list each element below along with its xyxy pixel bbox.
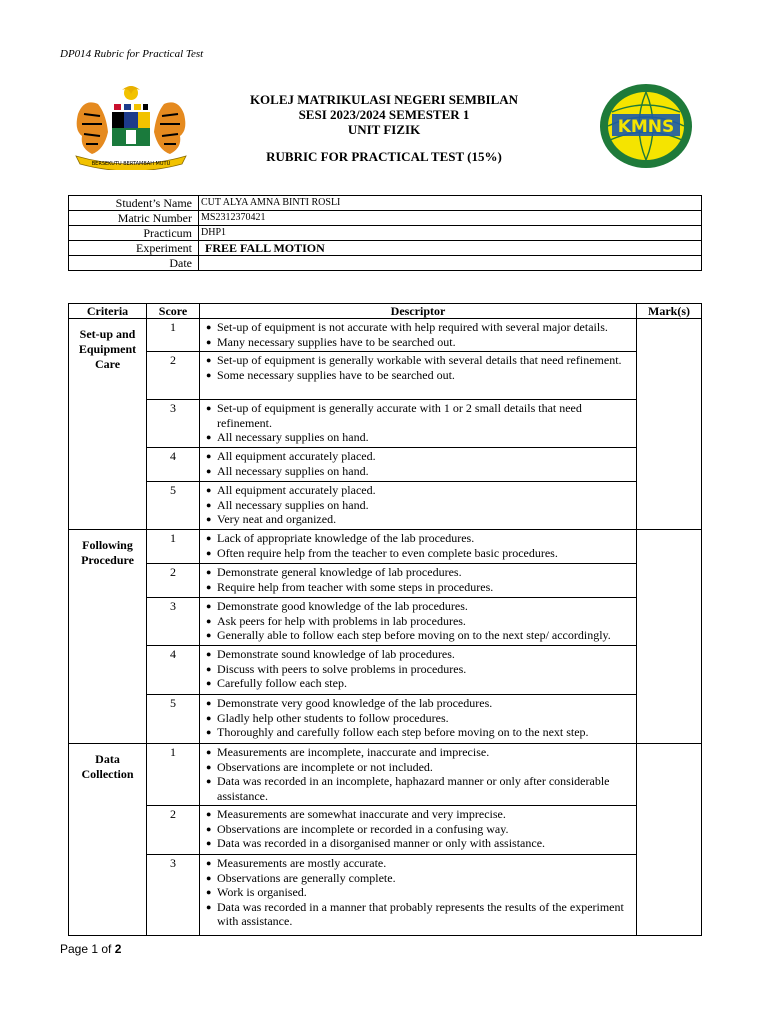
descriptor-item: ● All necessary supplies on hand.: [206, 430, 632, 445]
marks-cell[interactable]: [637, 744, 702, 936]
page-of: of: [98, 942, 115, 956]
criteria-name: Following Procedure: [69, 530, 147, 744]
descriptor-item: ● Set-up of equipment is not accurate with help required with several major details.: [206, 320, 632, 335]
criteria-name: Data Collection: [69, 744, 147, 936]
descriptor-item: ● Data was recorded in an incomplete, haphazard manner or only after considerable assistance.: [206, 774, 632, 803]
college-logo: [598, 82, 694, 170]
rubric-row: [69, 855, 702, 936]
descriptor-cell: [200, 806, 637, 855]
descriptor-item: ● Set-up of equipment is generally workable with several details that need refinement.: [206, 353, 632, 368]
descriptor-item: ● Discuss with peers to solve problems in procedures.: [206, 662, 632, 677]
descriptor-item: ● Gladly help other students to follow procedures.: [206, 711, 632, 726]
descriptor-cell: [200, 598, 637, 646]
descriptor-item: ● Very neat and organized.: [206, 512, 632, 527]
matric-number-value: MS2312370421: [199, 211, 702, 226]
descriptor-item: ● Observations are incomplete or recorded in a confusing way.: [206, 822, 632, 837]
descriptor-item: ● Many necessary supplies have to be searched out.: [206, 335, 632, 350]
rubric-table: [68, 303, 702, 936]
descriptor-item: ● Thoroughly and carefully follow each step before moving on to the next step.: [206, 725, 632, 740]
rubric-row: [69, 448, 702, 482]
college-logo-text: KMNS: [617, 117, 675, 137]
descriptor-item: ● Demonstrate sound knowledge of lab procedures.: [206, 647, 632, 662]
criteria-name: Set-up and Equipment Care: [69, 319, 147, 530]
rubric-row: [69, 482, 702, 530]
rubric-row: [69, 319, 702, 352]
descriptor-cell: [200, 448, 637, 482]
descriptor-item: ● All equipment accurately placed.: [206, 449, 632, 464]
descriptor-item: ● Often require help from the teacher to even complete basic procedures.: [206, 546, 632, 561]
descriptor-cell: [200, 319, 637, 352]
info-row: [69, 211, 702, 226]
marks-cell[interactable]: [637, 319, 702, 530]
college-name: KOLEJ MATRIKULASI NEGERI SEMBILAN: [249, 92, 519, 107]
descriptor-item: ● Generally able to follow each step before moving on to the next step/ accordingly.: [206, 628, 632, 643]
descriptor-cell: [200, 352, 637, 400]
marks-cell[interactable]: [637, 530, 702, 744]
descriptor-item: ● All necessary supplies on hand.: [206, 464, 632, 479]
score-value: 3: [147, 400, 200, 448]
rubric-row: [69, 744, 702, 806]
descriptor-item: ● Ask peers for help with problems in lab procedures.: [206, 614, 632, 629]
descriptor-item: ● All necessary supplies on hand.: [206, 498, 632, 513]
descriptor-cell: [200, 400, 637, 448]
student-info-table: [68, 195, 702, 271]
score-value: 3: [147, 598, 200, 646]
info-row: [69, 226, 702, 241]
header-note: DP014 Rubric for Practical Test: [60, 48, 204, 60]
descriptor-cell: [200, 855, 637, 936]
rubric-row: [69, 564, 702, 598]
score-value: 3: [147, 855, 200, 936]
info-label: Matric Number: [69, 211, 199, 226]
session: SESI 2023/2024 SEMESTER 1: [298, 107, 470, 122]
descriptor-cell: [200, 695, 637, 744]
descriptor-header: Descriptor: [200, 304, 637, 319]
rubric-row: [69, 598, 702, 646]
criteria-header: Criteria: [69, 304, 147, 319]
score-value: 1: [147, 319, 200, 352]
descriptor-cell: [200, 530, 637, 564]
descriptor-cell: [200, 482, 637, 530]
descriptor-item: ● Set-up of equipment is generally accurate with 1 or 2 small details that need refinement.: [206, 401, 632, 430]
student-name-value: CUT ALYA AMNA BINTI ROSLI: [199, 196, 702, 211]
descriptor-item: ● Observations are incomplete or not included.: [206, 760, 632, 775]
score-value: 2: [147, 806, 200, 855]
rubric-row: [69, 530, 702, 564]
rubric-row: [69, 646, 702, 695]
info-label: Student’s Name: [69, 196, 199, 211]
rubric-row: [69, 352, 702, 400]
descriptor-item: ● Measurements are somewhat inaccurate and very imprecise.: [206, 807, 632, 822]
descriptor-item: ● Measurements are incomplete, inaccurate and imprecise.: [206, 745, 632, 760]
descriptor-item: ● Require help from teacher with some steps in procedures.: [206, 580, 632, 595]
info-label: Experiment: [69, 241, 199, 256]
unit: UNIT FIZIK: [347, 122, 421, 137]
descriptor-item: ● Observations are generally complete.: [206, 871, 632, 886]
practicum-value: DHP1: [199, 226, 702, 241]
score-value: 1: [147, 530, 200, 564]
date-value: [199, 256, 702, 271]
descriptor-item: ● Demonstrate good knowledge of the lab procedures.: [206, 599, 632, 614]
page-total: 2: [114, 942, 122, 956]
rubric-title: RUBRIC FOR PRACTICAL TEST (15%): [266, 149, 502, 164]
descriptor-cell: [200, 564, 637, 598]
page-footer: [60, 942, 121, 956]
descriptor-item: ● Work is organised.: [206, 885, 632, 900]
descriptor-item: ● Demonstrate general knowledge of lab procedures.: [206, 565, 632, 580]
score-value: 4: [147, 448, 200, 482]
descriptor-item: ● Demonstrate very good knowledge of the lab procedures.: [206, 696, 632, 711]
descriptor-item: ● Lack of appropriate knowledge of the lab procedures.: [206, 531, 632, 546]
score-value: 5: [147, 695, 200, 744]
score-header: Score: [147, 304, 200, 319]
rubric-body: [69, 319, 702, 936]
score-value: 2: [147, 352, 200, 400]
rubric-row: [69, 695, 702, 744]
score-value: 4: [147, 646, 200, 695]
marks-header: Mark(s): [637, 304, 702, 319]
page-number: 1: [91, 942, 99, 956]
descriptor-item: ● Data was recorded in a manner that probably represents the results of the experiment with assistance.: [206, 900, 632, 929]
descriptor-item: ● Some necessary supplies have to be searched out.: [206, 368, 632, 383]
info-row: [69, 241, 702, 256]
rubric-row: [69, 806, 702, 855]
descriptor-cell: [200, 744, 637, 806]
info-row: [69, 256, 702, 271]
experiment-value: FREE FALL MOTION: [199, 241, 702, 256]
score-value: 5: [147, 482, 200, 530]
score-value: 1: [147, 744, 200, 806]
svg-text:BERSEKUTU BERTAMBAH MUTU: BERSEKUTU BERTAMBAH MUTU: [91, 161, 171, 167]
descriptor-item: ● All equipment accurately placed.: [206, 483, 632, 498]
rubric-header-row: [69, 304, 702, 319]
descriptor-cell: [200, 646, 637, 695]
info-row: [69, 196, 702, 211]
info-label: Date: [69, 256, 199, 271]
info-label: Practicum: [69, 226, 199, 241]
score-value: 2: [147, 564, 200, 598]
descriptor-item: ● Carefully follow each step.: [206, 676, 632, 691]
rubric-row: [69, 400, 702, 448]
page-prefix: Page: [60, 942, 92, 956]
descriptor-item: ● Measurements are mostly accurate.: [206, 856, 632, 871]
descriptor-item: ● Data was recorded in a disorganised manner or only with assistance.: [206, 836, 632, 851]
